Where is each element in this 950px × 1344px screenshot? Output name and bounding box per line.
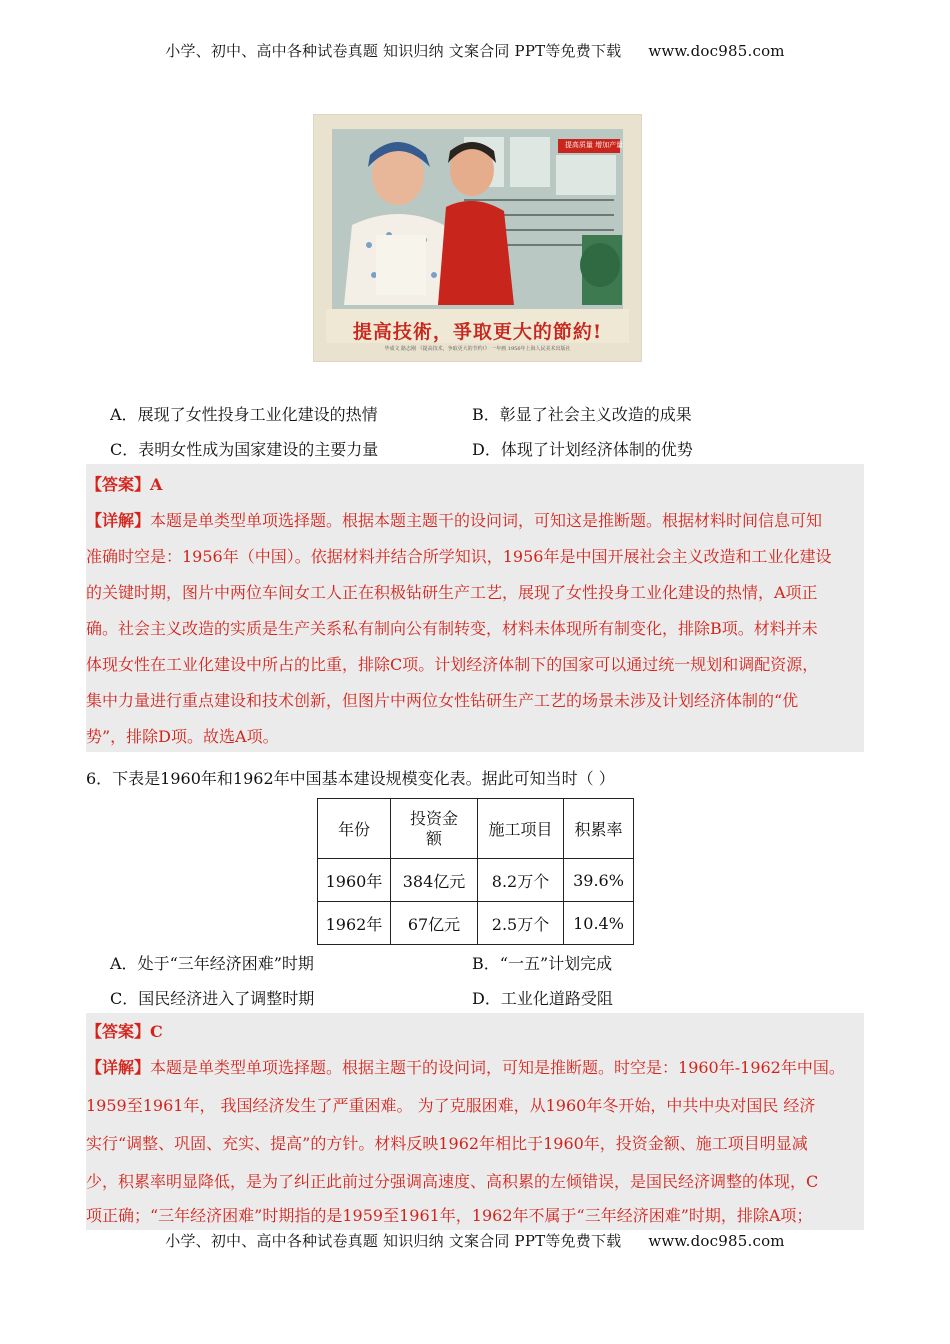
q6-option-d[interactable] (472, 986, 613, 1009)
q6-answer-block (86, 1013, 864, 1230)
construction-scale-table (317, 798, 634, 945)
option-text: 国民经济进入了调整时期 (138, 989, 315, 1008)
option-text: “一五”计划完成 (499, 954, 613, 973)
q5-explain-line: 的关键时期，图片中两位车间女工人正在积极钻研生产工艺，展现了女性投身工业化建设的热情，A项正 (86, 583, 818, 602)
q6-explain-line (86, 1055, 845, 1078)
q6-option-a[interactable] (110, 951, 314, 974)
q6-explain-line: 少，积累率明显降低，是为了纠正此前过分强调高速度、高积累的左倾错误，是国民经济调整的体现，C (86, 1172, 819, 1191)
q5-option-d[interactable] (472, 437, 693, 460)
q6-explain-line: 实行“调整、巩固、充实、提高”的方针。材料反映1962年相比于1960年，投资金额、施工项目明显减 (86, 1134, 808, 1153)
q5-explain-label: 【详解】 (86, 511, 151, 530)
q6-explain-line: 1959至1961年， 我国经济发生了严重困难。 为了克服困难，从1960年冬开始，中共中央对国民 经济 (86, 1096, 816, 1115)
q5-explain-line (86, 508, 822, 531)
poster-caption: 提高技術，爭取更大的節約! (352, 321, 603, 343)
q5-option-b[interactable] (472, 402, 692, 425)
q5-explain-line: 集中力量进行重点建设和技术创新，但图片中两位女性钻研生产工艺的场景未涉及计划经济体制的“优 (86, 691, 799, 710)
option-letter: B． (472, 954, 500, 973)
header-text: 小学、初中、高中各种试卷真题 知识归纳 文案合同 PPT等免费下载 (165, 42, 622, 60)
table-cell: 384亿元 (391, 859, 478, 902)
q6-option-b[interactable] (472, 951, 612, 974)
option-text: 彰显了社会主义改造的成果 (499, 405, 692, 424)
option-text: 体现了计划经济体制的优势 (500, 440, 693, 459)
q6-explain-label: 【详解】 (86, 1058, 151, 1077)
q6-explain-line: 项正确；“三年经济困难”时期指的是1959至1961年，1962年不属于“三年经济困难”时期，排除A项； (86, 1206, 813, 1225)
option-letter: D． (472, 989, 501, 1008)
q6-explain-text: 本题是单类型单项选择题。根据主题干的设问词，可知是推断题。时空是：1960年-1962年中国。 (150, 1058, 845, 1077)
footer-text: 小学、初中、高中各种试卷真题 知识归纳 文案合同 PPT等免费下载 (165, 1232, 622, 1250)
option-text: 工业化道路受阻 (500, 989, 613, 1008)
q5-explain-line: 确。社会主义改造的实质是生产关系私有制向公有制转变，材料未体现所有制变化，排除B项。材料并未 (86, 619, 818, 638)
option-letter: A． (110, 954, 138, 973)
table-cell: 2.5万个 (478, 902, 564, 945)
table-cell: 1960年 (318, 859, 391, 902)
footer-site-link[interactable]: www.doc985.com (648, 1232, 785, 1250)
q5-explain-line: 势”，排除D项。故选A项。 (86, 727, 279, 746)
option-letter: C． (110, 989, 139, 1008)
table-row (318, 859, 634, 902)
table-row (318, 902, 634, 945)
option-text: 表明女性成为国家建设的主要力量 (138, 440, 379, 459)
q5-answer-label: 【答案】A (86, 475, 163, 494)
q6-question-text: 6．下表是1960年和1962年中国基本建设规模变化表。据此可知当时（ ） (86, 769, 615, 788)
table-cell: 67亿元 (391, 902, 478, 945)
option-letter: C． (110, 440, 139, 459)
option-text: 处于“三年经济困难”时期 (137, 954, 314, 973)
table-header-cell: 年份 (318, 799, 391, 859)
table-cell: 1962年 (318, 902, 391, 945)
option-letter: B． (472, 405, 500, 424)
page-footer (0, 1230, 950, 1251)
q5-option-a[interactable] (110, 402, 378, 425)
poster-credit: 毕成文 路志刚 《提高技术，争取更大的节约!》 一年画 1956年上海人民美术出版社 (384, 346, 571, 352)
q6-answer-label: 【答案】C (86, 1022, 163, 1041)
table-header-cell: 投资金 额 (391, 799, 478, 859)
table-header-row (318, 799, 634, 859)
q5-answer-block (86, 464, 864, 752)
q5-option-c[interactable] (110, 437, 378, 460)
q5-explain-text: 本题是单类型单项选择题。根据本题主题干的设问词，可知这是推断题。根据材料时间信息可知 (150, 511, 823, 530)
table-cell: 39.6% (564, 859, 634, 902)
option-letter: A． (110, 405, 138, 424)
q5-explain-line: 准确时空是：1956年（中国）。依据材料并结合所学知识，1956年是中国开展社会主义改造和工业化建设 (86, 547, 832, 566)
option-letter: D． (472, 440, 501, 459)
propaganda-poster-image (314, 115, 641, 361)
q6-option-c[interactable] (110, 986, 314, 1009)
poster-banner-text: 提高质量 增加产量 (564, 141, 624, 149)
table-header-cell: 施工项目 (478, 799, 564, 859)
table-header-cell: 积累率 (564, 799, 634, 859)
table-cell: 8.2万个 (478, 859, 564, 902)
q5-explain-line: 体现女性在工业化建设中所占的比重，排除C项。计划经济体制下的国家可以通过统一规划和调配资源， (86, 655, 819, 674)
page-header (0, 40, 950, 61)
table-cell: 10.4% (564, 902, 634, 945)
option-text: 展现了女性投身工业化建设的热情 (137, 405, 378, 424)
header-site-link[interactable]: www.doc985.com (648, 42, 785, 60)
